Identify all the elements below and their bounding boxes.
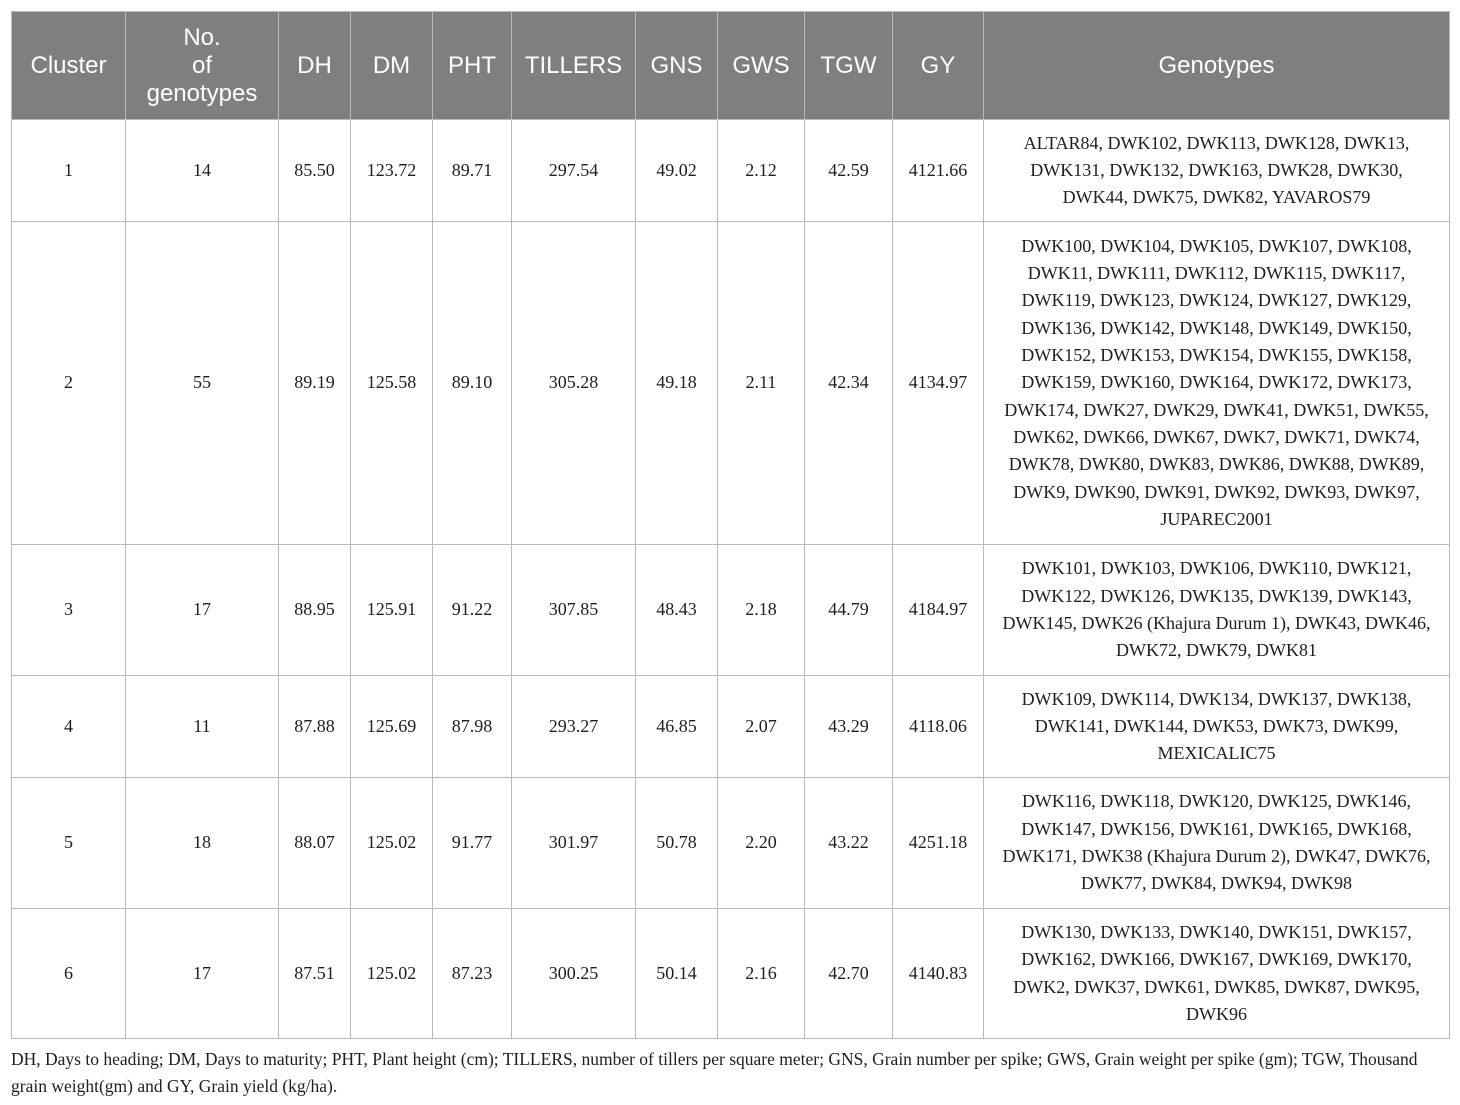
cell-gws: 2.12 (718, 120, 805, 222)
cell-tillers: 300.25 (512, 909, 636, 1039)
cluster-table-container (11, 11, 1449, 1039)
cell-gns: 50.78 (636, 778, 718, 909)
cell-tgw: 43.22 (805, 778, 893, 909)
cell-dh: 88.07 (279, 778, 351, 909)
cell-dm: 125.69 (351, 676, 433, 778)
cluster-table (11, 11, 1450, 1039)
header-cluster: Cluster (12, 12, 126, 120)
cell-pht: 89.10 (433, 222, 512, 545)
table-row (12, 545, 1450, 676)
cell-cluster: 5 (12, 778, 126, 909)
cell-tgw: 44.79 (805, 545, 893, 676)
cell-pht: 89.71 (433, 120, 512, 222)
cell-tgw: 42.59 (805, 120, 893, 222)
header-tillers: TILLERS (512, 12, 636, 120)
cell-dm: 125.91 (351, 545, 433, 676)
cell-gy: 4251.18 (893, 778, 984, 909)
cell-dm: 125.02 (351, 909, 433, 1039)
cell-count: 17 (126, 545, 279, 676)
header-pht: PHT (433, 12, 512, 120)
cell-pht: 91.22 (433, 545, 512, 676)
cell-dh: 87.51 (279, 909, 351, 1039)
table-row (12, 222, 1450, 545)
cell-pht: 91.77 (433, 778, 512, 909)
cell-genotypes: ALTAR84, DWK102, DWK113, DWK128, DWK13, DWK131, DWK132, DWK163, DWK28, DWK30, DWK44, DWK75, DWK82, YAVAROS79 (984, 120, 1450, 222)
header-no-line2: of (191, 51, 212, 79)
header-no-line3: genotypes (146, 79, 258, 107)
cell-gws: 2.20 (718, 778, 805, 909)
cell-genotypes: DWK100, DWK104, DWK105, DWK107, DWK108, DWK11, DWK111, DWK112, DWK115, DWK117, DWK119, DWK123, DWK124, DWK127, DWK129, DWK136, DWK142, DWK148, DWK149, DWK150, DWK152, DWK153, DWK154, DWK155, DWK158, DWK159, DWK160, DWK164, DWK172, DWK173, DWK174, DWK27, DWK29, DWK41, DWK51, DWK55, DWK62, DWK66, DWK67, DWK7, DWK71, DWK74, DWK78, DWK80, DWK83, DWK86, DWK88, DWK89, DWK9, DWK90, DWK91, DWK92, DWK93, DWK97, JUPAREC2001 (984, 222, 1450, 545)
cell-gy: 4140.83 (893, 909, 984, 1039)
cell-gy: 4184.97 (893, 545, 984, 676)
cell-cluster: 6 (12, 909, 126, 1039)
cell-gws: 2.07 (718, 676, 805, 778)
cell-dh: 89.19 (279, 222, 351, 545)
header-gy: GY (893, 12, 984, 120)
table-row (12, 909, 1450, 1039)
cell-cluster: 2 (12, 222, 126, 545)
cell-tgw: 42.34 (805, 222, 893, 545)
cell-gns: 46.85 (636, 676, 718, 778)
header-no-of-genotypes (126, 12, 279, 120)
table-row (12, 778, 1450, 909)
header-gws: GWS (718, 12, 805, 120)
cell-cluster: 1 (12, 120, 126, 222)
cell-gws: 2.11 (718, 222, 805, 545)
table-row (12, 120, 1450, 222)
cell-count: 18 (126, 778, 279, 909)
cell-genotypes: DWK116, DWK118, DWK120, DWK125, DWK146, DWK147, DWK156, DWK161, DWK165, DWK168, DWK171, DWK38 (Khajura Durum 2), DWK47, DWK76, DWK77, DWK84, DWK94, DWK98 (984, 778, 1450, 909)
header-no-line1: No. (183, 23, 221, 51)
cell-gns: 50.14 (636, 909, 718, 1039)
cell-gns: 49.18 (636, 222, 718, 545)
cell-count: 55 (126, 222, 279, 545)
cell-gns: 49.02 (636, 120, 718, 222)
cell-dh: 87.88 (279, 676, 351, 778)
cell-count: 14 (126, 120, 279, 222)
header-genotypes: Genotypes (984, 12, 1450, 120)
cell-genotypes: DWK101, DWK103, DWK106, DWK110, DWK121, DWK122, DWK126, DWK135, DWK139, DWK143, DWK145, DWK26 (Khajura Durum 1), DWK43, DWK46, DWK72, DWK79, DWK81 (984, 545, 1450, 676)
cell-dh: 88.95 (279, 545, 351, 676)
cell-tgw: 42.70 (805, 909, 893, 1039)
cell-genotypes: DWK109, DWK114, DWK134, DWK137, DWK138, DWK141, DWK144, DWK53, DWK73, DWK99, MEXICALIC75 (984, 676, 1450, 778)
cell-gws: 2.18 (718, 545, 805, 676)
cell-dm: 125.02 (351, 778, 433, 909)
table-row (12, 676, 1450, 778)
header-dm: DM (351, 12, 433, 120)
cell-dm: 123.72 (351, 120, 433, 222)
cell-genotypes: DWK130, DWK133, DWK140, DWK151, DWK157, DWK162, DWK166, DWK167, DWK169, DWK170, DWK2, DWK37, DWK61, DWK85, DWK87, DWK95, DWK96 (984, 909, 1450, 1039)
cell-gy: 4118.06 (893, 676, 984, 778)
table-footnote: DH, Days to heading; DM, Days to maturity; PHT, Plant height (cm); TILLERS, number of tillers per square meter; GNS, Grain number per spike; GWS, Grain weight per spike (gm); TGW, Thousand grain weight(gm) and GY, Grain yield (kg/ha). (11, 1049, 1418, 1096)
cell-tillers: 307.85 (512, 545, 636, 676)
cell-cluster: 4 (12, 676, 126, 778)
header-gns: GNS (636, 12, 718, 120)
cell-gws: 2.16 (718, 909, 805, 1039)
cell-dh: 85.50 (279, 120, 351, 222)
cell-count: 11 (126, 676, 279, 778)
cell-tillers: 297.54 (512, 120, 636, 222)
cell-gy: 4121.66 (893, 120, 984, 222)
cell-tillers: 293.27 (512, 676, 636, 778)
cell-gy: 4134.97 (893, 222, 984, 545)
header-row (12, 12, 1450, 120)
cell-dm: 125.58 (351, 222, 433, 545)
cell-tgw: 43.29 (805, 676, 893, 778)
cell-pht: 87.98 (433, 676, 512, 778)
cell-cluster: 3 (12, 545, 126, 676)
header-tgw: TGW (805, 12, 893, 120)
cell-gns: 48.43 (636, 545, 718, 676)
header-dh: DH (279, 12, 351, 120)
cell-tillers: 301.97 (512, 778, 636, 909)
cell-tillers: 305.28 (512, 222, 636, 545)
cell-count: 17 (126, 909, 279, 1039)
cell-pht: 87.23 (433, 909, 512, 1039)
